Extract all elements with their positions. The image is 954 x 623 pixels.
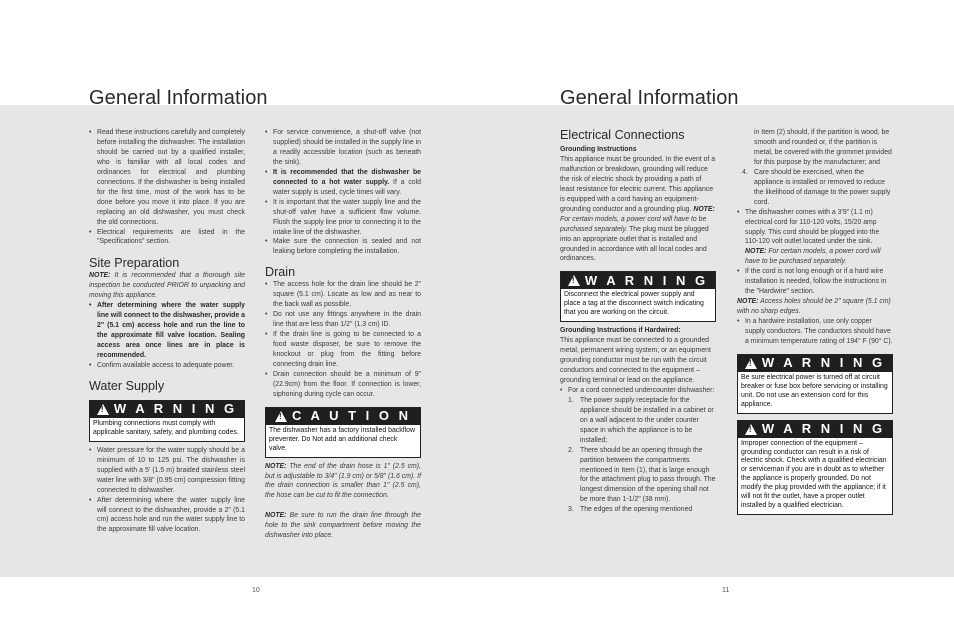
note-text: Access holes should be 2" square (5.1 cm) with no sharp edges. [737,298,891,316]
grounding-heading: Grounding Instructions [560,146,637,153]
access-note [737,297,893,317]
list-item: • Water pressure for the water supply should be a minimum of 10 to 125 psi. The dishwasher is supplied with a 5' (1.5 m) braided stainless steel water line with 3/8" (0.95 cm) compression fitting connected to dishwasher. [89,446,245,496]
warning-triangle-icon [745,424,757,435]
caution-header [266,408,420,425]
hardwired-heading: Grounding Instructions if Hardwired: [560,327,681,335]
right-column-1 [560,128,716,515]
list-item: • For service convenience, a shut-off valve (not supplied) should be installed in the supply line in a readily accessible location (such as beneath the sink). [265,128,421,168]
list-item: • Do not use any fittings anywhere in the drain line that are less than 1/2" (1.3 cm) ID. [265,310,421,330]
hardwired-paragraph: This appliance must be connected to a grounded metal, permanent wiring system; or an equipment grounding conductor must be run with the circuit conductors and connected to the equipment – grounding terminal or lead on the appliance. [560,337,711,384]
numbered-list [560,396,716,515]
disconnect-warning-box [560,271,716,322]
note-label: NOTE: [737,298,759,306]
list-item: • If the drain line is going to be connected to a food waste disposer, be sure to remove the knockout or plug from the fitting before connecting drain line. [265,330,421,370]
list-item: • Read these instructions carefully and completely before installing the dishwasher. The installation should be carried out by a qualified installer, who is familiar with all local codes and ordinances for electrical and plumbing connections. If the dishwasher is being installed for the first time, most of the work has to be done before you move it into place. If you are replacing an old dishwasher, you must check the old connections. [89,128,245,228]
drain-note-2 [265,511,421,541]
note-label: NOTE: [745,248,767,256]
note-text: Be sure to run the drain line through the hole to the sink compartment before moving the dishwasher into place. [265,512,421,540]
warning-header [90,401,244,418]
warning-text: Improper connection of the equipment – grounding conductor can result in a risk of electric shock. Check with a qualified electrician or serviceman if you are in doubt as to whether the appliance is properly grounded. Do not modify the plug provided with the appliance; if it will not fit the outlet, have a proper outlet installed by a qualified electrician. [741,439,887,509]
hardwire-list [737,317,893,347]
electrical-connections-heading: Electrical Connections [560,128,685,142]
list-item: • It is important that the water supply line and the shut-off valve have a sufficient flow volume. Flush the supply line prior to connecting it to the intake line of the dishwasher. [265,198,421,238]
drain-heading: Drain [265,265,296,280]
bold-text: It is recommended that the dishwasher be connected to a hot water supply. [273,168,421,186]
note-label: NOTE: [693,205,715,213]
left-column-2 [265,128,421,541]
drain-note-1 [265,462,421,502]
numbered-item: 3. The edges of the opening mentioned [568,505,716,515]
caution-title: C A U T I O N [292,408,411,424]
water-list [89,446,245,536]
note-label: NOTE: [265,512,287,520]
right-page-title: General Information [560,87,739,109]
text: This appliance must be grounded. In the event of a malfunction or breakdown, grounding will reduce the risk of electric shock by providing a path of least resistance for electric current. This appliance is equipped with a cord having an equipment-grounding conductor and a grounding plug. [560,155,716,213]
warning-header [561,272,715,289]
warning-triangle-icon [745,358,757,369]
cord-list [560,386,716,396]
text: If a cold water supply is used, cycle times will vary. [273,178,421,196]
list-item: • Electrical requirements are listed in the "Specifications" section. [89,228,245,248]
site-prep-list [89,301,245,371]
list-item: • In a hardwire installation, use only copper supply conductors. The conductors should have a minimum temperature rating of 194° F (90° C). [737,317,893,347]
warning-title: W A R N I N G [584,272,709,288]
water-supply-heading: Water Supply [89,378,165,393]
warning-text: Disconnect the electrical power supply and place a tag at the disconnect switch indicating that you are working on the circuit. [564,291,704,317]
numbered-item: 1. The power supply receptacle for the appliance should be installed in a cabinet or on a wall adjacent to the under counter space in which the appliance is to be installed; [568,396,716,446]
warning-triangle-icon [275,411,287,422]
item-3-continuation: in Item (2) should, if the partition is wood, be smooth and rounded or, if the partition is metal, be covered with the grommet provided for this purpose by the manufacturer; and [754,129,892,166]
text: The plug must be plugged into an appropriate outlet that is installed and grounded in accordance with all local codes and ordinances. [560,225,709,263]
note-text: The end of the drain hose is 1" (2.5 cm), but is adjustable to 3/4" (1.9 cm) or 5/8" (1.6 cm). If the drain connection is smaller than 1" (2.5 cm), the hose can be cut to fit the connection. [265,462,421,500]
power-off-warning-box [737,354,893,414]
page-number-right: 11 [722,587,730,594]
water-warning-box [89,400,245,442]
right-column-2 [737,128,893,519]
supply-list [265,128,421,257]
warning-triangle-icon [568,275,580,286]
warning-title: W A R N I N G [761,355,886,371]
list-item: • After determining where the water supply line will connect to the dishwasher, provide a 2" (5.1 cm) access hole and run the water supply line to the approximate fill valve location. [89,496,245,536]
warning-text: Be sure electrical power is turned off at circuit breaker or fuse box before servicing or installing unit. Do not use an extension cord for this appliance. [741,373,888,408]
warning-title: W A R N I N G [761,421,886,437]
page-number-left: 10 [252,587,260,594]
note-label: NOTE: [89,272,111,280]
warning-triangle-icon [97,404,109,415]
warning-text: Plumbing connections must comply with applicable sanitary, safety, and plumbing codes. [93,419,239,436]
left-page-title: General Information [89,87,268,109]
caution-box [265,407,421,458]
numbered-item: 2. There should be an opening through the partition between the compartments mentioned in Item (1), that is large enough for the attachment plug to pass through. The longest dimension of the opening shall not be more than 1-1/2" (38 mm). [568,446,716,506]
note-text: For certain models, a power cord will have to be purchased separately. [745,248,881,266]
warning-header [738,421,892,438]
text: The dishwasher comes with a 3'9" (1.1 m) electrical cord for 110-120 volts, 15/20 amp supply. This cord should be plugged into the 110-120 volt outlet located under the sink. [745,208,880,246]
note-label: NOTE: [265,462,287,470]
note-text: It is recommended that a thorough site inspection be conducted PRIOR to unpacking and moving this appliance. [89,272,245,300]
drain-list [265,280,421,399]
list-item [737,208,893,268]
caution-text: The dishwasher has a factory installed backflow preventer. Do Not add an additional check valve. [269,426,415,452]
list-item: • Confirm available access to adequate power. [89,361,245,371]
cord-info-list [737,208,893,298]
grounding-warning-box [737,420,893,515]
warning-title: W A R N I N G [113,401,238,417]
intro-list [89,128,245,247]
list-item: • If the cord is not long enough or if a hard wire installation is needed, follow the instructions in the "Hardwire" section. [737,267,893,297]
left-column-1 [89,128,245,535]
list-item: • For a cord connected undercounter dishwasher: [560,386,716,396]
note-text: For certain models, a power cord will have to be purchased separately. [560,215,707,233]
warning-header [738,355,892,372]
numbered-list-cont [737,168,893,208]
site-prep-note [89,271,245,301]
grounding-paragraph [560,155,716,264]
list-item: • The access hole for the drain line should be 2" square (5.1 cm). Locate as low and as near to the back wall as possible. [265,280,421,310]
list-item: • Drain connection should be a minimum of 9" (22.9cm) from the floor. If connection is lower, siphoning during cycle can occur. [265,370,421,400]
list-item: • After determining where the water supply line will connect to the dishwasher, provide a 2" (5.1 cm) access hole and run the line to the approximate fill valve location. Sealing access area once lines are in place is recommended. [89,301,245,361]
list-item [265,168,421,198]
list-item: • Make sure the connection is sealed and not leaking before completing the installation. [265,237,421,257]
site-preparation-heading: Site Preparation [89,256,180,271]
numbered-item: 4. Care should be exercised, when the appliance is installed or removed to reduce the likelihood of damage to the power supply cord. [742,168,893,208]
